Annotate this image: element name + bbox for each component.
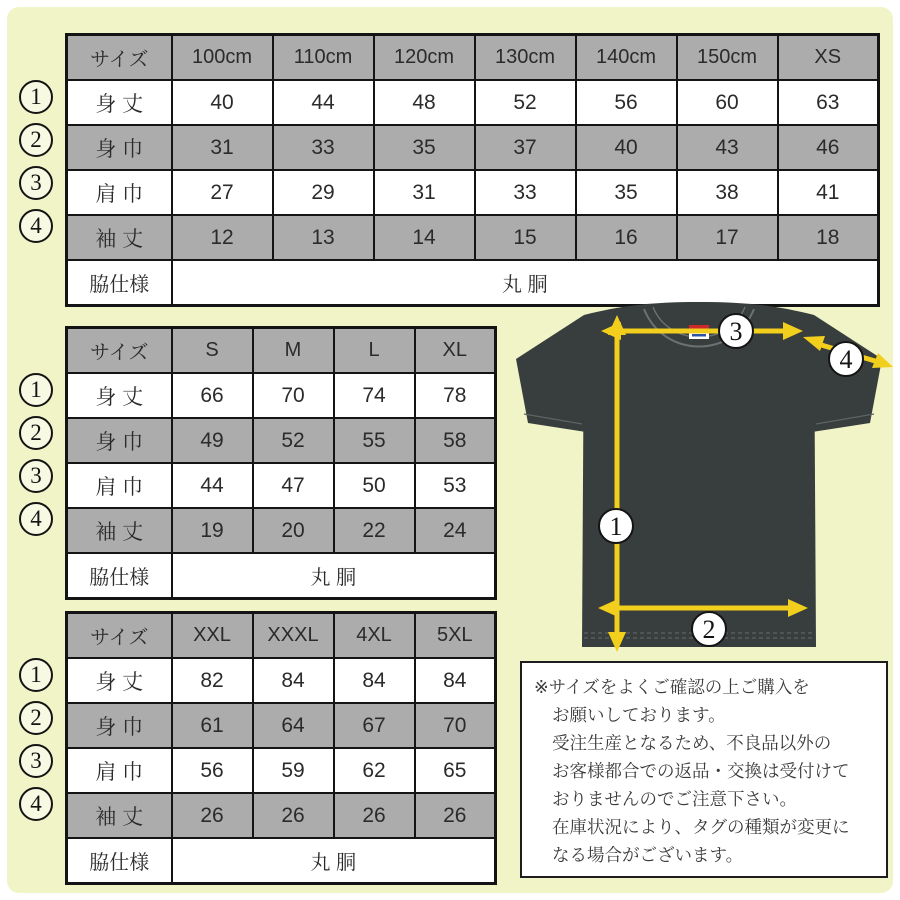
col-header: 150cm	[677, 35, 778, 81]
size-value: 62	[334, 748, 415, 793]
size-value: 70	[253, 373, 334, 418]
size-value: 47	[253, 463, 334, 508]
row-label: 身 丈	[67, 373, 172, 418]
size-value: 46	[778, 125, 879, 170]
size-value: 44	[273, 80, 374, 125]
row-number-badge-4: 4	[19, 787, 53, 821]
row-number-badge-4: 4	[19, 209, 53, 243]
size-value: 64	[253, 703, 334, 748]
table-row	[67, 703, 496, 748]
marker-3	[719, 314, 753, 348]
note-line: おりませんのでご注意下さい。	[552, 789, 797, 809]
row-number-badge-1: 1	[19, 373, 53, 407]
size-value: 55	[334, 418, 415, 463]
size-value: 15	[475, 215, 576, 260]
row-label: 袖 丈	[67, 215, 172, 260]
size-value: 66	[172, 373, 253, 418]
size-value: 60	[677, 80, 778, 125]
marker-2	[692, 612, 726, 646]
size-value: 29	[273, 170, 374, 215]
size-value: 58	[415, 418, 496, 463]
note-line: ※サイズをよくご確認の上ご購入を	[534, 677, 810, 697]
size-value: 35	[374, 125, 475, 170]
col-header: 130cm	[475, 35, 576, 81]
purchase-note-box	[520, 661, 888, 878]
svg-text:1: 1	[609, 512, 623, 541]
row-label: 身 巾	[67, 703, 172, 748]
row-number-badge-1: 1	[19, 80, 53, 114]
row-number-badge-3: 3	[19, 166, 53, 200]
row-number-badge-2: 2	[19, 416, 53, 450]
table-row	[67, 658, 496, 703]
size-value: 18	[778, 215, 879, 260]
col-header: サイズ	[67, 328, 172, 374]
size-value: 84	[334, 658, 415, 703]
size-value: 84	[253, 658, 334, 703]
size-value: 56	[576, 80, 677, 125]
table-row	[67, 215, 879, 260]
marker-1	[599, 509, 633, 543]
table-row	[67, 418, 496, 463]
svg-text:4: 4	[839, 345, 853, 374]
col-header: サイズ	[67, 613, 172, 659]
size-value: 48	[374, 80, 475, 125]
table-header-row	[67, 328, 496, 374]
table-header-row	[67, 35, 879, 81]
size-value: 26	[415, 793, 496, 838]
row-number-badge-1: 1	[19, 658, 53, 692]
big-size-table	[65, 611, 497, 885]
row-label: 肩 巾	[67, 463, 172, 508]
big-size-table-block	[30, 611, 497, 885]
col-header: XXXL	[253, 613, 334, 659]
row-number-badge-4: 4	[19, 502, 53, 536]
size-value: 31	[374, 170, 475, 215]
col-header: XXL	[172, 613, 253, 659]
adult-size-table-block	[30, 326, 497, 600]
footer-value: 丸 胴	[172, 260, 879, 306]
row-number-badge-3: 3	[19, 744, 53, 778]
size-value: 14	[374, 215, 475, 260]
table-footer-row	[67, 553, 496, 599]
size-value: 74	[334, 373, 415, 418]
size-value: 31	[172, 125, 273, 170]
size-value: 59	[253, 748, 334, 793]
table-footer-row	[67, 260, 879, 306]
table-footer-row	[67, 838, 496, 884]
col-header: XL	[415, 328, 496, 374]
size-value: 33	[273, 125, 374, 170]
note-line: お客様都合での返品・交換は受付けて	[552, 761, 850, 781]
size-value: 26	[253, 793, 334, 838]
col-header: 4XL	[334, 613, 415, 659]
col-header: 5XL	[415, 613, 496, 659]
col-header: M	[253, 328, 334, 374]
table-row	[67, 463, 496, 508]
size-value: 16	[576, 215, 677, 260]
size-value: 26	[334, 793, 415, 838]
size-value: 27	[172, 170, 273, 215]
footer-label: 脇仕様	[67, 260, 172, 306]
table-row	[67, 793, 496, 838]
row-label: 身 巾	[67, 125, 172, 170]
row-label: 身 丈	[67, 658, 172, 703]
row-number-badge-2: 2	[19, 701, 53, 735]
size-value: 84	[415, 658, 496, 703]
col-header: 100cm	[172, 35, 273, 81]
col-header: XS	[778, 35, 879, 81]
col-header: サイズ	[67, 35, 172, 81]
note-line: なる場合がございます。	[552, 845, 744, 865]
note-line: お願いしております。	[552, 705, 726, 725]
size-value: 61	[172, 703, 253, 748]
size-value: 33	[475, 170, 576, 215]
size-value: 56	[172, 748, 253, 793]
row-label: 肩 巾	[67, 748, 172, 793]
size-value: 37	[475, 125, 576, 170]
size-value: 43	[677, 125, 778, 170]
size-value: 49	[172, 418, 253, 463]
kids-size-table	[65, 33, 880, 307]
size-value: 13	[273, 215, 374, 260]
col-header: 120cm	[374, 35, 475, 81]
row-label: 肩 巾	[67, 170, 172, 215]
size-value: 41	[778, 170, 879, 215]
table-row	[67, 80, 879, 125]
footer-value: 丸 胴	[172, 553, 496, 599]
size-value: 40	[576, 125, 677, 170]
size-value: 26	[172, 793, 253, 838]
size-value: 12	[172, 215, 273, 260]
table-row	[67, 125, 879, 170]
footer-label: 脇仕様	[67, 838, 172, 884]
size-value: 82	[172, 658, 253, 703]
size-value: 38	[677, 170, 778, 215]
size-value: 78	[415, 373, 496, 418]
size-value: 40	[172, 80, 273, 125]
size-value: 17	[677, 215, 778, 260]
size-value: 20	[253, 508, 334, 553]
table-row	[67, 373, 496, 418]
row-label: 身 巾	[67, 418, 172, 463]
kids-size-table-block	[30, 33, 880, 307]
col-header: S	[172, 328, 253, 374]
size-value: 24	[415, 508, 496, 553]
size-value: 50	[334, 463, 415, 508]
marker-4	[829, 342, 863, 376]
table-row	[67, 508, 496, 553]
col-header: 140cm	[576, 35, 677, 81]
size-value: 63	[778, 80, 879, 125]
row-label: 身 丈	[67, 80, 172, 125]
size-value: 67	[334, 703, 415, 748]
row-label: 袖 丈	[67, 793, 172, 838]
footer-value: 丸 胴	[172, 838, 496, 884]
row-number-badge-3: 3	[19, 459, 53, 493]
table-row	[67, 748, 496, 793]
size-value: 44	[172, 463, 253, 508]
row-label: 袖 丈	[67, 508, 172, 553]
col-header: 110cm	[273, 35, 374, 81]
size-value: 70	[415, 703, 496, 748]
table-row	[67, 170, 879, 215]
tshirt-measurement-diagram	[504, 301, 896, 660]
footer-label: 脇仕様	[67, 553, 172, 599]
svg-text:2: 2	[702, 615, 716, 644]
row-number-badge-2: 2	[19, 123, 53, 157]
size-value: 53	[415, 463, 496, 508]
note-line: 在庫状況により、タグの種類が変更に	[552, 817, 850, 837]
size-value: 52	[253, 418, 334, 463]
table-header-row	[67, 613, 496, 659]
note-line: 受注生産となるため、不良品以外の	[552, 733, 832, 753]
size-value: 19	[172, 508, 253, 553]
adult-size-table	[65, 326, 497, 600]
col-header: L	[334, 328, 415, 374]
size-value: 52	[475, 80, 576, 125]
size-value: 65	[415, 748, 496, 793]
size-value: 22	[334, 508, 415, 553]
svg-text:3: 3	[729, 317, 743, 346]
size-value: 35	[576, 170, 677, 215]
